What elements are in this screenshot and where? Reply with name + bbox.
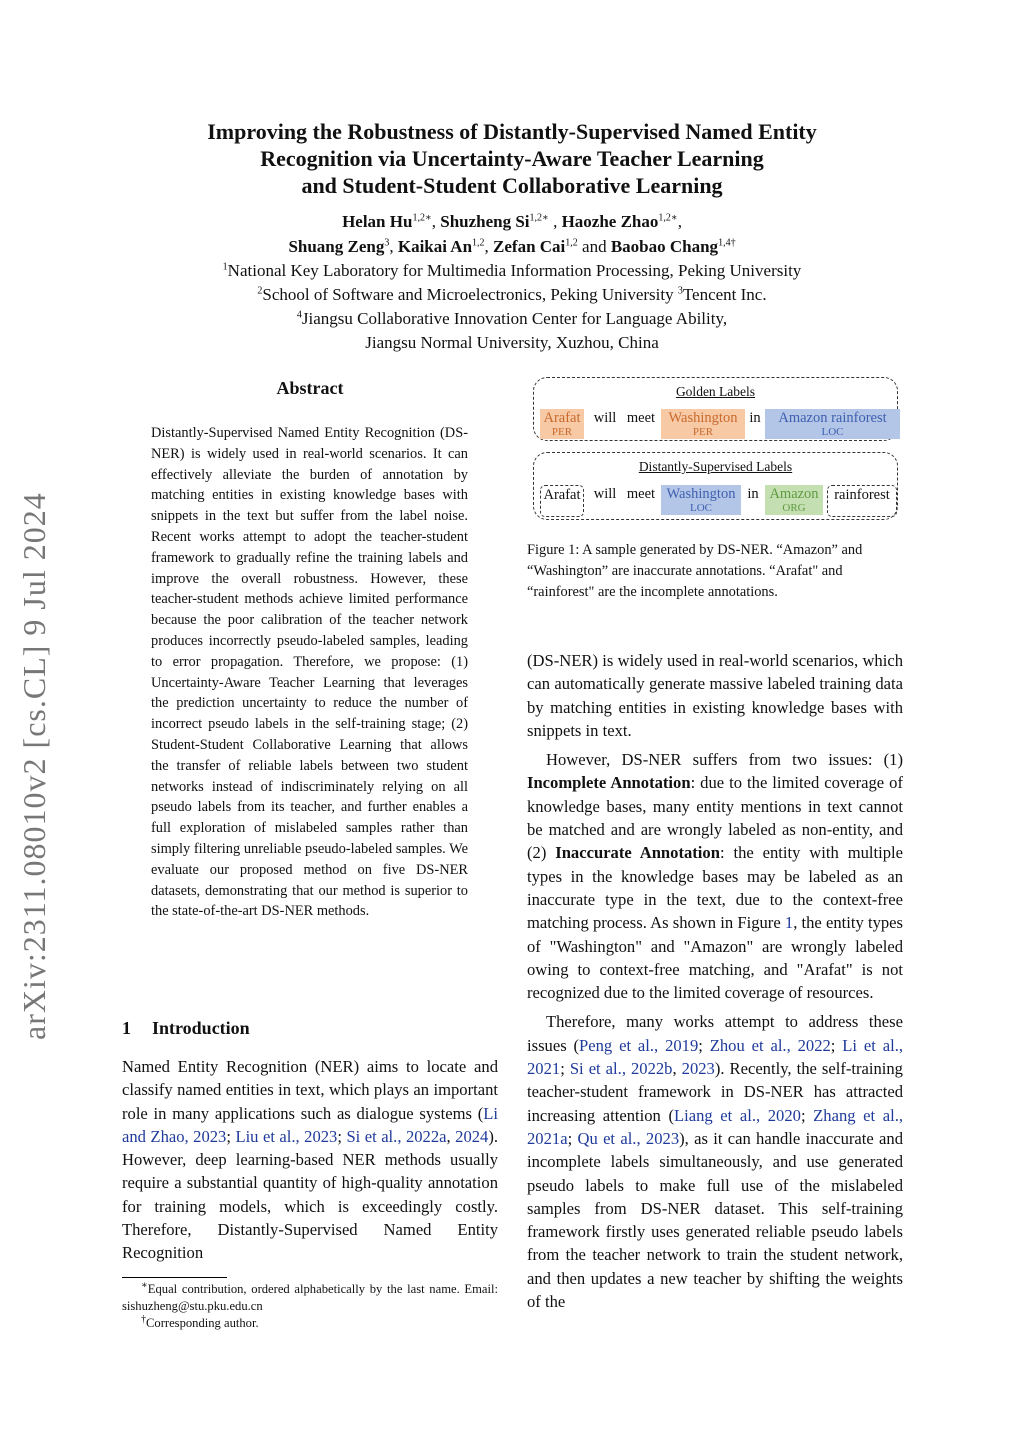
token-rainforest: rainforest	[827, 485, 897, 517]
citation-link[interactable]: Si et al., 2022a	[346, 1126, 447, 1146]
section-title: Introduction	[152, 1018, 250, 1038]
citation-link[interactable]: Liu et al., 2023	[235, 1126, 338, 1146]
intro-right-column	[527, 649, 903, 1313]
token-will: will	[593, 410, 617, 426]
author-name: Baobao Chang	[610, 237, 719, 256]
affiliation-1: $^1$National Key Laboratory for Multimedia Information Processing, Peking University	[222, 261, 802, 280]
citation-link[interactable]: Zhang et al., 2021a	[527, 1105, 904, 1148]
token-washington: Washington PER	[661, 409, 745, 439]
citation-link[interactable]: Si et al., 2022b	[569, 1059, 673, 1079]
golden-labels-box	[533, 377, 898, 441]
abstract-text: Distantly-Supervised Named Entity Recognition (DS-NER) is widely used in real-world scenarios. It can effectively alleviate the burden of annotation by matching entities in existing knowledge bases with snippets in the text but suffer from the label noise. Recent works attempt to adopt the teacher-student framework to gradually refine the training labels and improve the overall robustness. However, these teacher-student methods achieve limited performance because the poor calibration of the teacher network produces incorrectly pseudo-labeled samples, leading to error propagation. Therefore, we propose: (1) Uncertainty-Aware Teacher Learning that leverages the prediction uncertainty to reduce the number of incorrect pseudo labels in the self-training stage; (2) Student-Student Collaborative Learning that allows the transfer of reliable labels between two student networks instead of indiscriminately relying on all pseudo labels from its teacher, and further enables a full exploration of mislabeled samples rather than simply filtering unreliable pseudo-labeled samples. We evaluate our proposed method on five DS-NER datasets, demonstrating that our method is superior to the state-of-the-art DS-NER methods.	[151, 425, 468, 920]
citation-link[interactable]: Qu et al., 2023	[577, 1128, 680, 1148]
author-list: Helan $Hu^{1,2∗}$, Shuzheng $Si^{1,2∗}$ , Haozhe Zhao$^{1,2∗}$, Shuang Zeng$^3$, Kaikai An$^{1,2}$, Zefan Cai$^{1,2}$ and Baobao Chang$^{1,4\dagger}$	[288, 212, 736, 256]
footnotes	[122, 1281, 498, 1332]
affiliation-4-cont: Jiangsu Normal University, Xuzhou, China	[365, 333, 659, 352]
token-in: in	[747, 486, 759, 502]
distant-token-row	[540, 485, 890, 515]
right-paragraph-1: (DS-NER) is widely used in real-world scenarios, which can automatically generate massive labeled training data by matching entities in existing knowledge bases with snippets in text.	[527, 651, 903, 740]
footnote-1: ∗Equal contribution, ordered alphabetically by the last name. Email: sishuzheng@stu.pku.edu.cn	[122, 1279, 498, 1313]
author-name: Haozhe Zhao	[561, 212, 659, 231]
abstract-heading: Abstract	[276, 378, 344, 398]
author-and: and	[582, 237, 607, 256]
author-name: Helan Hu	[342, 212, 413, 231]
affiliation-4: $^4$Jiangsu Collaborative Innovation Center for Language Ability,	[296, 309, 728, 328]
token-arafat: Arafat	[540, 485, 584, 517]
citation-link[interactable]: Zhou et al., 2022	[709, 1035, 831, 1055]
citation-link[interactable]: 2023	[681, 1059, 715, 1079]
token-will: will	[593, 486, 617, 502]
section-heading	[122, 1018, 250, 1039]
token-in: in	[749, 410, 761, 426]
token-arafat: Arafat PER	[540, 409, 584, 439]
citation-link[interactable]: 2024	[455, 1126, 489, 1146]
citation-link[interactable]: Liang et al., 2020	[673, 1105, 801, 1125]
token-amazon: Amazon ORG	[765, 485, 823, 515]
intro-paragraph: Named Entity Recognition (NER) aims to locate and classify named entities in text, which plays an important role in many applications such as dialogue systems (Li and Zhao, 2023; Liu et al., 2023; Si et al., 2022a, 2024). However, deep learning-based NER methods usually require a substantial quantity of high-quality annotation for training models, which is exceedingly costly. Therefore, Distantly-Supervised Named Entity Recognition	[122, 1057, 499, 1263]
arxiv-stamp: arXiv:2311.08010v2 [cs.CL] 9 Jul 2024	[16, 492, 52, 1040]
right-paragraph-2: However, DS-NER suffers from two issues: (1) Incomplete Annotation: due to the limited coverage of knowledge bases, many entity mentions in text cannot be matched and are wrongly labeled as non-entity, and (2) Inaccurate Annotation: the entity with multiple types in the knowledge bases may be labeled as an inaccurate type in the text, due to the context-free matching process. As shown in Figure 1, the entity types of "Washington" and "Amazon" are wrongly labeled owing to context-free matching, and "Arafat" is not recognized due to the limited coverage of resources.	[527, 750, 904, 1003]
right-paragraph-3: Therefore, many works attempt to address these issues (Peng et al., 2019; Zhou et al., 2022; Li et al., 2021; Si et al., 2022b, 2023). Recently, the self-training teacher-student framework in DS-NER has attracted increasing attention (Liang et al., 2020; Zhang et al., 2021a; Qu et al., 2023), as it can handle inaccurate and incomplete labels simultaneously, and use generated pseudo labels to make full use of the mislabeled samples from DS-NER dataset. This self-training framework firstly uses generated reliable pseudo labels from the teacher network to train the student network, and then updates a new teacher by shifting the weights of the	[527, 1012, 904, 1312]
citation-link[interactable]: Li and Zhao, 2023	[122, 1103, 498, 1146]
intro-left-column	[122, 1055, 498, 1265]
distant-labels-title: Distantly-Supervised Labels	[638, 459, 793, 474]
author-name: Zefan Cai	[493, 237, 566, 256]
distant-labels-box	[533, 452, 898, 520]
affiliations	[0, 259, 1024, 355]
golden-token-row	[540, 409, 890, 439]
token-meet: meet	[626, 486, 656, 502]
author-name: Kaikai An	[397, 237, 473, 256]
token-amazon-rainforest: Amazon rainforest LOC	[765, 409, 900, 439]
figure-ref-link[interactable]: 1	[784, 913, 794, 933]
section-number: 1	[122, 1018, 131, 1038]
token-meet: meet	[626, 410, 656, 426]
title-line-2: Recognition via Uncertainty-Aware Teacher Learning	[260, 146, 764, 171]
citation-link[interactable]: Li et al., 2021	[527, 1035, 904, 1079]
citation-link[interactable]: Peng et al., 2019	[579, 1035, 699, 1055]
title-line-1: Improving the Robustness of Distantly-Supervised Named Entity	[207, 119, 817, 144]
footnote-2: †Corresponding author.	[141, 1313, 259, 1330]
token-washington: Washington LOC	[661, 485, 741, 515]
figure-caption: Figure 1: A sample generated by DS-NER. “Amazon” and “Washington” are inaccurate annotations. “Arafat" and “rainforest" are the incomplete annotations.	[527, 542, 863, 600]
footnote-rule	[122, 1277, 227, 1278]
paper-title	[0, 118, 1024, 199]
title-line-3: and Student-Student Collaborative Learning	[301, 173, 723, 198]
author-name: Shuang Zeng	[288, 237, 385, 256]
author-name: Shuzheng Si	[440, 212, 530, 231]
affiliation-2-3: $^2$School of Software and Microelectronics, Peking University $^3$Tencent Inc.	[257, 285, 767, 304]
golden-labels-title: Golden Labels	[675, 384, 756, 399]
